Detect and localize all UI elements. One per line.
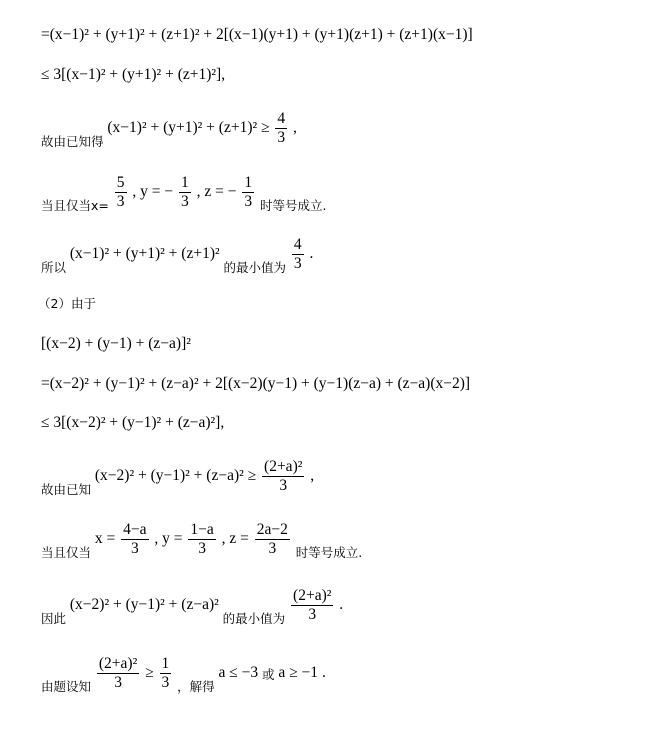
fraction-right	[160, 655, 172, 692]
numerator: 1−a	[190, 521, 214, 538]
text-mid: 的最小值为	[223, 259, 287, 275]
numerator: 1	[244, 174, 253, 191]
numerator: (2+a)²	[293, 587, 332, 604]
fraction-y	[188, 521, 215, 558]
math-expression: (x−2)² + (y−1)² + (z−a)²	[69, 595, 219, 613]
denominator: 3	[308, 605, 317, 623]
punctuation: ,	[293, 118, 297, 136]
numerator: 4	[293, 236, 302, 253]
text-x: x =	[94, 529, 116, 547]
text-or: 或	[262, 666, 275, 682]
text-z: , z = −	[196, 182, 237, 200]
equality-condition-2	[41, 521, 362, 558]
equation-expand-2: =(x−2)² + (y−1)² + (z−a)² + 2[(x−2)(y−1) + (y−1)(z−a) + (z−a)(x−2)]	[41, 375, 471, 392]
fraction-z	[255, 521, 290, 558]
numerator: 1	[180, 174, 189, 191]
part-2-heading: （2）由于	[38, 296, 96, 311]
text-prefix: 当且仅当	[41, 544, 92, 560]
equality-condition-1	[41, 174, 326, 211]
numerator: 5	[116, 174, 125, 191]
text-suffix: 时等号成立.	[295, 544, 363, 560]
result-2: a ≥ −1	[278, 663, 319, 681]
final-solution	[41, 655, 326, 692]
denominator: 3	[244, 192, 253, 210]
fraction	[275, 110, 287, 147]
text-prefix: 因此	[41, 610, 67, 626]
fraction-x	[115, 174, 127, 211]
punctuation: .	[309, 244, 314, 262]
punctuation: .	[321, 663, 326, 681]
sum-square-2: [(x−2) + (y−1) + (z−a)]²	[41, 335, 191, 352]
math-expression: (x−1)² + (y+1)² + (z+1)² ≥	[107, 118, 270, 136]
fraction	[262, 458, 304, 495]
text-prefix: 当且仅当x=	[41, 197, 109, 213]
denominator: 3	[268, 539, 277, 557]
numerator: 1	[161, 655, 170, 672]
equation-expand-1: =(x−1)² + (y+1)² + (z+1)² + 2[(x−1)(y+1) + (y+1)(z+1) + (z+1)(x−1)]	[41, 26, 473, 43]
denominator: 3	[293, 254, 302, 272]
denominator: 3	[198, 539, 206, 557]
denominator: 3	[114, 673, 122, 691]
denominator: 3	[161, 673, 170, 691]
fraction	[291, 587, 333, 624]
numerator: 4−a	[123, 521, 147, 538]
fraction-left	[97, 655, 139, 692]
numerator: (2+a)²	[98, 655, 138, 672]
text-prefix: 由题设知	[41, 678, 92, 694]
result-1: a ≤ −3	[218, 663, 259, 681]
text-prefix: 故由已知	[41, 481, 92, 497]
text-y: , y =	[154, 529, 183, 547]
denominator: 3	[180, 192, 189, 210]
text-mid: ，解得	[177, 678, 215, 694]
punctuation: ,	[310, 466, 315, 484]
ge-sign: ≥	[145, 663, 154, 681]
numerator: (2+a)²	[264, 458, 303, 475]
text-z: , z =	[221, 529, 249, 547]
minimum-conclusion-2	[41, 587, 343, 624]
fraction-x	[121, 521, 148, 558]
denominator: 3	[116, 192, 125, 210]
text-y: , y = −	[132, 182, 174, 200]
known-condition-1	[41, 110, 297, 147]
text-mid: 的最小值为	[222, 610, 286, 626]
fraction-z	[242, 174, 254, 211]
punctuation: .	[339, 595, 344, 613]
text-prefix: 故由已知得	[41, 133, 104, 149]
denominator: 3	[130, 539, 139, 557]
text-suffix: 时等号成立.	[259, 197, 327, 213]
numerator: 4	[277, 110, 286, 127]
fraction	[292, 236, 304, 273]
minimum-conclusion-1	[41, 236, 313, 273]
math-expression: (x−1)² + (y+1)² + (z+1)²	[69, 244, 220, 262]
text-prefix: 所以	[41, 259, 67, 275]
inequality-1: ≤ 3[(x−1)² + (y+1)² + (z+1)²],	[41, 66, 226, 83]
denominator: 3	[279, 476, 288, 494]
math-expression: (x−2)² + (y−1)² + (z−a)² ≥	[94, 466, 257, 484]
fraction-y	[179, 174, 191, 211]
denominator: 3	[277, 128, 286, 146]
inequality-2: ≤ 3[(x−2)² + (y−1)² + (z−a)²],	[41, 414, 225, 431]
known-condition-2	[41, 458, 314, 495]
numerator: 2a−2	[256, 521, 288, 538]
